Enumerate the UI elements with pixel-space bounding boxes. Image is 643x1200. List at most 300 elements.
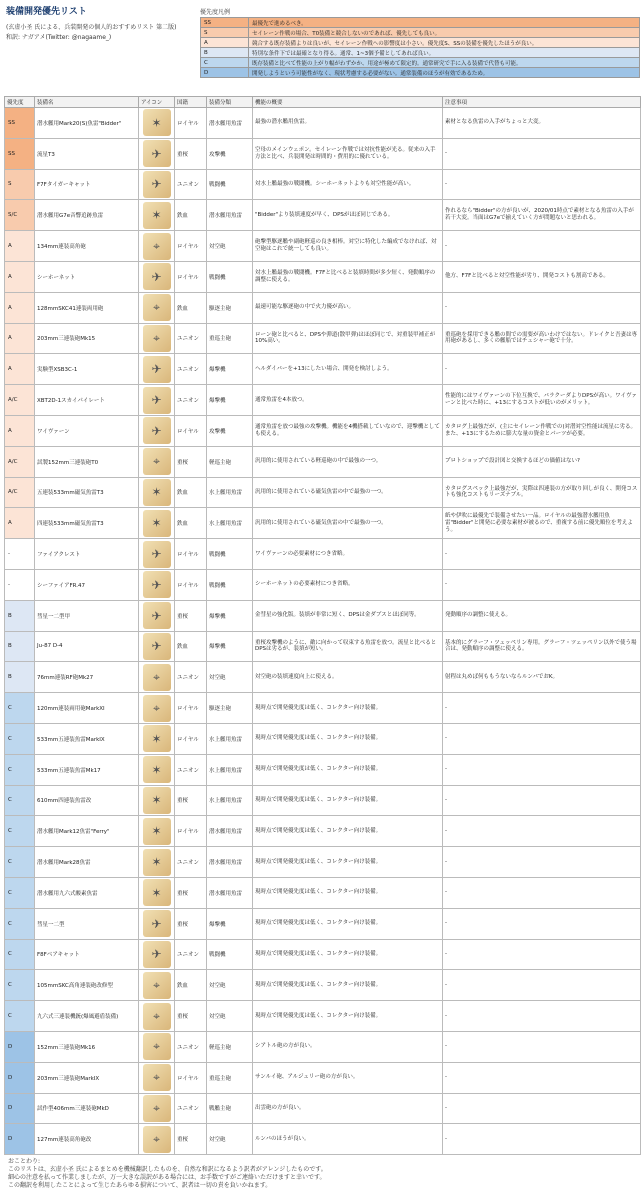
- grade-cell: A: [5, 354, 35, 385]
- caution-cell: プロトショップで設計図と交換するほどの価値はない?: [443, 446, 641, 477]
- grade-cell: D: [5, 1062, 35, 1093]
- caution-cell: -: [443, 231, 641, 262]
- torpedo-icon: ✶: [143, 109, 171, 136]
- name-cell: F7Fタイガーキャット: [35, 169, 139, 200]
- name-cell: 潜水艦用Mark28魚雷: [35, 847, 139, 878]
- type-cell: 戦闘機: [207, 939, 253, 970]
- table-row: [5, 446, 641, 477]
- plane-icon: ✈: [143, 941, 171, 968]
- type-cell: 攻撃機: [207, 138, 253, 169]
- legend-row: [201, 48, 640, 58]
- note-cell: 現時点で開発優先度は低く、コレクター向け装備。: [253, 939, 443, 970]
- plane-icon: ✈: [143, 356, 171, 383]
- note-cell: 対空砲の装填速度向上に使える。: [253, 662, 443, 693]
- name-cell: 九六式三連装機銃(爆風避盾装備): [35, 1001, 139, 1032]
- icon-cell: [139, 908, 175, 939]
- legend-grade: A: [201, 38, 249, 48]
- legend-row: [201, 68, 640, 78]
- header-icon: アイコン: [139, 97, 175, 108]
- gun-icon: ⌖: [143, 1095, 171, 1122]
- grade-cell: D: [5, 1093, 35, 1124]
- plane-icon: ✈: [143, 633, 171, 660]
- table-row: [5, 200, 641, 231]
- icon-cell: [139, 1093, 175, 1124]
- grade-cell: C: [5, 693, 35, 724]
- nation-cell: ロイヤル: [175, 723, 207, 754]
- note-cell: 砲撃型駆逐艦や副砲軽巡の良き相棒。対空に特化した編成でなければ、対空砲はこれで統一しても良い。: [253, 231, 443, 262]
- grade-cell: D: [5, 1031, 35, 1062]
- nation-cell: ロイヤル: [175, 569, 207, 600]
- table-row: [5, 785, 641, 816]
- nation-cell: ユニオン: [175, 323, 207, 354]
- icon-cell: [139, 169, 175, 200]
- translator-credit: 和訳: ナガアメ(Twitter: @nagaame_): [6, 34, 112, 41]
- nation-cell: ユニオン: [175, 385, 207, 416]
- icon-cell: [139, 631, 175, 662]
- name-cell: 533mm五連装魚雷MarkIX: [35, 723, 139, 754]
- legend-title: 優先度凡例: [200, 9, 231, 16]
- gun-icon: ⌖: [143, 294, 171, 321]
- name-cell: ファイアクレスト: [35, 539, 139, 570]
- note-cell: 重桜攻撃機のように、敵に向かって収束する魚雷を放つ。流星と比べるとDPSは劣るが、装填が短い。: [253, 631, 443, 662]
- grade-cell: A: [5, 292, 35, 323]
- caution-cell: -: [443, 569, 641, 600]
- table-row: [5, 1031, 641, 1062]
- header-note: 機能の概要: [253, 97, 443, 108]
- table-row: [5, 939, 641, 970]
- nation-cell: 鉄血: [175, 631, 207, 662]
- nation-cell: ロイヤル: [175, 539, 207, 570]
- header-type: 装備分類: [207, 97, 253, 108]
- legend-text: 最優先で進めるべき。: [249, 18, 640, 28]
- note-cell: 現時点で開発優先度は低く、コレクター向け装備。: [253, 785, 443, 816]
- table-row: [5, 754, 641, 785]
- nation-cell: 重桜: [175, 600, 207, 631]
- table-row: [5, 723, 641, 754]
- grade-cell: C: [5, 877, 35, 908]
- type-cell: 戦闘機: [207, 169, 253, 200]
- caution-cell: 作れるなら"Bidder"の方が良いが、2020/01時点で素材となる魚雷の入手が若干大変。当面はG7eで揃えていく方が問題ないと思われる。: [443, 200, 641, 231]
- caution-cell: -: [443, 292, 641, 323]
- caution-cell: 紙や伊吹に最優先で装備させたい一品。ロイヤルの最強潜水艦用魚雷"Bidder"と開発に必要な素材が被るので、重複する前に優先順位を考えよう。: [443, 508, 641, 539]
- name-cell: 105mmSKC高角連装砲改修型: [35, 970, 139, 1001]
- note-cell: シアトル砲の方が良い。: [253, 1031, 443, 1062]
- caution-cell: -: [443, 1001, 641, 1032]
- disclaimer: [8, 1158, 638, 1190]
- legend-text: 既存装備と比べて性能の上がり幅がわずかか、用途が極めて限定的。通常研究で手に入る装備で代替も可能。: [249, 58, 640, 68]
- nation-cell: ロイヤル: [175, 231, 207, 262]
- note-cell: 現時点で開発優先度は低く、コレクター向け装備。: [253, 754, 443, 785]
- type-cell: 爆撃機: [207, 354, 253, 385]
- nation-cell: 鉄血: [175, 970, 207, 1001]
- note-cell: ヘルダイバーを+13にしたい場合、開発を検討しよう。: [253, 354, 443, 385]
- nation-cell: 鉄血: [175, 477, 207, 508]
- disclaimer-line: おことわり:: [8, 1158, 41, 1165]
- gun-icon: ⌖: [143, 1064, 171, 1091]
- nation-cell: ロイヤル: [175, 415, 207, 446]
- caution-cell: -: [443, 1093, 641, 1124]
- caution-cell: -: [443, 1031, 641, 1062]
- name-cell: 潜水艦用Mark12魚雷"Ferry": [35, 816, 139, 847]
- name-cell: 四連装533mm磁気魚雷T3: [35, 508, 139, 539]
- icon-cell: [139, 662, 175, 693]
- table-row: [5, 631, 641, 662]
- caution-cell: -: [443, 847, 641, 878]
- nation-cell: 重桜: [175, 1124, 207, 1155]
- name-cell: F8Fベアキャット: [35, 939, 139, 970]
- nation-cell: 重桜: [175, 785, 207, 816]
- grade-cell: A: [5, 508, 35, 539]
- table-row: [5, 569, 641, 600]
- gun-icon: ⌖: [143, 695, 171, 722]
- caution-cell: -: [443, 877, 641, 908]
- grade-cell: -: [5, 539, 35, 570]
- icon-cell: [139, 354, 175, 385]
- icon-cell: [139, 323, 175, 354]
- nation-cell: ロイヤル: [175, 108, 207, 139]
- gun-icon: ⌖: [143, 1126, 171, 1153]
- torpedo-icon: ✶: [143, 849, 171, 876]
- legend-text: 開発しようという可能性がなく、現状考慮する必要がない。通常装備のほうが有効であるため。: [249, 68, 640, 78]
- type-cell: 対空砲: [207, 662, 253, 693]
- name-cell: シーホーネット: [35, 261, 139, 292]
- name-cell: 彗星一二型甲: [35, 600, 139, 631]
- nation-cell: 重桜: [175, 877, 207, 908]
- note-cell: 汎用的に使用されている磁気魚雷の中で最強の一つ。: [253, 477, 443, 508]
- legend-row: [201, 18, 640, 28]
- name-cell: 120mm連装両用砲MarkXI: [35, 693, 139, 724]
- name-cell: 533mm五連装魚雷Mk17: [35, 754, 139, 785]
- type-cell: 対空砲: [207, 1124, 253, 1155]
- nation-cell: 鉄血: [175, 292, 207, 323]
- type-cell: 水上艦用魚雷: [207, 785, 253, 816]
- nation-cell: ロイヤル: [175, 693, 207, 724]
- plane-icon: ✈: [143, 387, 171, 414]
- disclaimer-line: このリストは、玄虚小圣 氏によるまとめを機械翻訳したものを、自然な和訳になるよう訳者がアレンジしたものです。: [8, 1166, 327, 1174]
- nation-cell: ユニオン: [175, 754, 207, 785]
- caution-cell: -: [443, 169, 641, 200]
- name-cell: 試作型406mm三連装砲MkD: [35, 1093, 139, 1124]
- nation-cell: ロイヤル: [175, 816, 207, 847]
- nation-cell: ユニオン: [175, 1031, 207, 1062]
- disclaimer-line: 細心の注意を払って作業しましたが、万一大きな誤訳がある場合には、お手数ですがご連絡いただけますと幸いです。: [8, 1174, 326, 1182]
- table-row: [5, 385, 641, 416]
- header-caution: 注意事項: [443, 97, 641, 108]
- caution-cell: -: [443, 754, 641, 785]
- nation-cell: ユニオン: [175, 847, 207, 878]
- nation-cell: 重桜: [175, 1001, 207, 1032]
- note-cell: "Bidder"より装填速度が早く、DPSがほぼ同じである。: [253, 200, 443, 231]
- icon-cell: [139, 785, 175, 816]
- header-nation: 国籍: [175, 97, 207, 108]
- caution-cell: 他方、F7Fと比べると対空性能が劣り、開発コストも割高である。: [443, 261, 641, 292]
- icon-cell: [139, 847, 175, 878]
- plane-icon: ✈: [143, 171, 171, 198]
- type-cell: 戦闘機: [207, 539, 253, 570]
- type-cell: 戦艦主砲: [207, 1093, 253, 1124]
- name-cell: シーファイアFR.47: [35, 569, 139, 600]
- grade-cell: -: [5, 569, 35, 600]
- icon-cell: [139, 1124, 175, 1155]
- header-grade: 優先度: [5, 97, 35, 108]
- type-cell: 戦闘機: [207, 261, 253, 292]
- table-row: [5, 877, 641, 908]
- caution-cell: カタログ上最強だが、(主にセイレーン作戦での)対潜対空性能は流星に劣る。また、+13にするために膨大な量の資金とパーツが必要。: [443, 415, 641, 446]
- type-cell: 対空砲: [207, 970, 253, 1001]
- grade-cell: C: [5, 847, 35, 878]
- caution-cell: -: [443, 908, 641, 939]
- plane-icon: ✈: [143, 140, 171, 167]
- note-cell: 現時点で開発優先度は低く、コレクター向け装備。: [253, 908, 443, 939]
- nation-cell: 鉄血: [175, 200, 207, 231]
- icon-cell: [139, 292, 175, 323]
- note-cell: 現時点で開発優先度は低く、コレクター向け装備。: [253, 877, 443, 908]
- table-row: [5, 261, 641, 292]
- note-cell: 金彗星の強化版。装填が非常に短く、DPSは金ダブスとほぼ同等。: [253, 600, 443, 631]
- page-title: 装備開発優先リスト: [6, 7, 87, 17]
- table-row: [5, 908, 641, 939]
- table-row: [5, 1062, 641, 1093]
- gun-icon: ⌖: [143, 448, 171, 475]
- table-row: [5, 108, 641, 139]
- icon-cell: [139, 508, 175, 539]
- grade-cell: A/C: [5, 385, 35, 416]
- type-cell: 水上艦用魚雷: [207, 508, 253, 539]
- icon-cell: [139, 200, 175, 231]
- gun-icon: ⌖: [143, 1003, 171, 1030]
- name-cell: 134mm連装高角砲: [35, 231, 139, 262]
- nation-cell: ユニオン: [175, 354, 207, 385]
- name-cell: 五連装533mm磁気魚雷T3: [35, 477, 139, 508]
- type-cell: 爆撃機: [207, 385, 253, 416]
- gun-icon: ⌖: [143, 325, 171, 352]
- icon-cell: [139, 569, 175, 600]
- caution-cell: 素材となる魚雷の入手がちょっと大変。: [443, 108, 641, 139]
- grade-cell: A/C: [5, 446, 35, 477]
- table-row: [5, 539, 641, 570]
- plane-icon: ✈: [143, 417, 171, 444]
- grade-cell: C: [5, 1001, 35, 1032]
- caution-cell: 性能的にはワイヴァーンの下位互換で、バラクーダよりDPSが高い。ワイヴァーンと比べた時に、+13にするコストが低いのがメリット。: [443, 385, 641, 416]
- legend-row: [201, 38, 640, 48]
- caution-cell: -: [443, 970, 641, 1001]
- page-header: [0, 0, 643, 92]
- grade-cell: S/C: [5, 200, 35, 231]
- caution-cell: -: [443, 785, 641, 816]
- grade-cell: A: [5, 415, 35, 446]
- legend-row: [201, 58, 640, 68]
- disclaimer-line: この翻訳を利用したことによって生じたあらゆる損害について、訳者は一切の責を負いかねます。: [8, 1182, 272, 1190]
- table-row: [5, 662, 641, 693]
- legend-grade: SS: [201, 18, 249, 28]
- name-cell: 152mm三連装砲Mk16: [35, 1031, 139, 1062]
- caution-cell: -: [443, 723, 641, 754]
- caution-cell: -: [443, 138, 641, 169]
- type-cell: 駆逐主砲: [207, 693, 253, 724]
- name-cell: 76mm連装RF砲Mk27: [35, 662, 139, 693]
- type-cell: 戦闘機: [207, 569, 253, 600]
- torpedo-icon: ✶: [143, 879, 171, 906]
- legend-text: 競合する既存装備よりは良いが、セイレーン作戦への影響度は小さい。優先度S、SSの装備を優先したほうが良い。: [249, 38, 640, 48]
- type-cell: 軽巡主砲: [207, 1031, 253, 1062]
- caution-cell: -: [443, 816, 641, 847]
- icon-cell: [139, 970, 175, 1001]
- header-name: 装備名: [35, 97, 139, 108]
- icon-cell: [139, 1031, 175, 1062]
- table-row: [5, 1001, 641, 1032]
- grade-cell: C: [5, 754, 35, 785]
- type-cell: 潜水艦用魚雷: [207, 877, 253, 908]
- name-cell: 彗星一二型: [35, 908, 139, 939]
- note-cell: 汎用的に使用されている磁気魚雷の中で最強の一つ。: [253, 508, 443, 539]
- nation-cell: ユニオン: [175, 939, 207, 970]
- grade-cell: S: [5, 169, 35, 200]
- nation-cell: ユニオン: [175, 1093, 207, 1124]
- icon-cell: [139, 1001, 175, 1032]
- icon-cell: [139, 231, 175, 262]
- legend-grade: C: [201, 58, 249, 68]
- table-row: [5, 231, 641, 262]
- note-cell: サンルイ砲、アルジェリー砲の方が良い。: [253, 1062, 443, 1093]
- grade-cell: C: [5, 785, 35, 816]
- name-cell: 128mmSKC41連装両用砲: [35, 292, 139, 323]
- nation-cell: ロイヤル: [175, 1062, 207, 1093]
- type-cell: 重巡主砲: [207, 323, 253, 354]
- note-cell: 通常魚雷を4本放つ。: [253, 385, 443, 416]
- plane-icon: ✈: [143, 263, 171, 290]
- note-cell: 現時点で開発優先度は低く、コレクター向け装備。: [253, 723, 443, 754]
- note-cell: 最強の潜水艦用魚雷。: [253, 108, 443, 139]
- note-cell: 空母のメインウェポン。セイレーン作戦では対抗性能が光る。従来の入手方法と比べ、兵装開発は時間的・費用的に優れている。: [253, 138, 443, 169]
- note-cell: シーホーネットの必要素材につき省略。: [253, 569, 443, 600]
- gun-icon: ⌖: [143, 664, 171, 691]
- type-cell: 攻撃機: [207, 415, 253, 446]
- table-header-row: [5, 97, 641, 108]
- type-cell: 爆撃機: [207, 600, 253, 631]
- grade-cell: C: [5, 970, 35, 1001]
- torpedo-icon: ✶: [143, 787, 171, 814]
- table-row: [5, 970, 641, 1001]
- icon-cell: [139, 1062, 175, 1093]
- table-row: [5, 169, 641, 200]
- plane-icon: ✈: [143, 571, 171, 598]
- grade-cell: A: [5, 231, 35, 262]
- table-row: [5, 600, 641, 631]
- table-row: [5, 1124, 641, 1155]
- type-cell: 潜水艦用魚雷: [207, 108, 253, 139]
- caution-cell: -: [443, 354, 641, 385]
- name-cell: Ju-87 D-4: [35, 631, 139, 662]
- note-cell: 対水上艦最強の戦闘機。シーホーネットよりも対空性能が高い。: [253, 169, 443, 200]
- icon-cell: [139, 261, 175, 292]
- type-cell: 重巡主砲: [207, 1062, 253, 1093]
- name-cell: 潜水艦用九六式酸素魚雷: [35, 877, 139, 908]
- legend-table: [200, 17, 640, 78]
- torpedo-icon: ✶: [143, 202, 171, 229]
- icon-cell: [139, 754, 175, 785]
- note-cell: 通常魚雷を放つ最強の攻撃機。機能を4機搭載していなので、迎撃機としても使える。: [253, 415, 443, 446]
- grade-cell: A: [5, 323, 35, 354]
- caution-cell: 発動順序の調整に使える。: [443, 600, 641, 631]
- name-cell: 潜水艦用G7e音響追跡魚雷: [35, 200, 139, 231]
- icon-cell: [139, 477, 175, 508]
- gun-icon: ⌖: [143, 1033, 171, 1060]
- caution-cell: 重巡砲を採用できる艦の間での需要が高いわけではない。ドレイクと吾妻は専用砲があるし、多くの艦船ではチェシャー砲で十分。: [443, 323, 641, 354]
- legend-grade: S: [201, 28, 249, 38]
- caution-cell: カタログスペック上最強だが、実際は四連装の方が取り回しが良く、開発コストも強化コストもリーズナブル。: [443, 477, 641, 508]
- name-cell: XBT2D-1スカイパイレート: [35, 385, 139, 416]
- note-cell: 最速可能な駆逐砲の中で火力優が高い。: [253, 292, 443, 323]
- grade-cell: A: [5, 261, 35, 292]
- type-cell: 水上艦用魚雷: [207, 477, 253, 508]
- type-cell: 潜水艦用魚雷: [207, 200, 253, 231]
- table-row: [5, 415, 641, 446]
- icon-cell: [139, 816, 175, 847]
- caution-cell: -: [443, 693, 641, 724]
- table-row: [5, 292, 641, 323]
- nation-cell: ユニオン: [175, 169, 207, 200]
- page-subtitle: (玄虚小圣 氏による、兵装開発の個人的おすすめリスト 第二版): [6, 24, 177, 31]
- name-cell: 203mm三連装砲MarkIX: [35, 1062, 139, 1093]
- nation-cell: 重桜: [175, 908, 207, 939]
- icon-cell: [139, 539, 175, 570]
- grade-cell: A/C: [5, 477, 35, 508]
- icon-cell: [139, 415, 175, 446]
- icon-cell: [139, 693, 175, 724]
- type-cell: 爆撃機: [207, 631, 253, 662]
- note-cell: 現時点で開発優先度は低く、コレクター向け装備。: [253, 693, 443, 724]
- name-cell: 203mm三連装砲Mk15: [35, 323, 139, 354]
- note-cell: ワイヴァーンの必要素材につき省略。: [253, 539, 443, 570]
- table-row: [5, 477, 641, 508]
- note-cell: 現時点で開発優先度は低く、コレクター向け装備。: [253, 847, 443, 878]
- note-cell: 現時点で開発優先度は低く、コレクター向け装備。: [253, 1001, 443, 1032]
- torpedo-icon: ✶: [143, 756, 171, 783]
- note-cell: ルンバのほうが良い。: [253, 1124, 443, 1155]
- equipment-table: [4, 96, 641, 1155]
- note-cell: 対水上艦最強の戦闘機。F7Fと比べると装填時間が多少短く、発動順序の調整に使える。: [253, 261, 443, 292]
- nation-cell: 鉄血: [175, 508, 207, 539]
- note-cell: 現時点で開発優先度は低く、コレクター向け装備。: [253, 816, 443, 847]
- priority-legend: [200, 8, 640, 78]
- caution-cell: -: [443, 539, 641, 570]
- table-row: [5, 816, 641, 847]
- icon-cell: [139, 385, 175, 416]
- nation-cell: 重桜: [175, 138, 207, 169]
- table-row: [5, 847, 641, 878]
- plane-icon: ✈: [143, 602, 171, 629]
- table-row: [5, 354, 641, 385]
- plane-icon: ✈: [143, 910, 171, 937]
- name-cell: ワイヴァーン: [35, 415, 139, 446]
- icon-cell: [139, 877, 175, 908]
- type-cell: 潜水艦用魚雷: [207, 816, 253, 847]
- grade-cell: SS: [5, 138, 35, 169]
- type-cell: 水上艦用魚雷: [207, 723, 253, 754]
- icon-cell: [139, 600, 175, 631]
- table-row: [5, 138, 641, 169]
- note-cell: 汎用的に使用されている軽巡砲の中で最強の一つ。: [253, 446, 443, 477]
- nation-cell: 重桜: [175, 446, 207, 477]
- grade-cell: C: [5, 908, 35, 939]
- note-cell: ローン砲と比べると、DPSや弾道(散甲弾)はほぼ同じで、対重装甲補正が10%高い。: [253, 323, 443, 354]
- name-cell: 127mm連装高角砲改: [35, 1124, 139, 1155]
- caution-cell: -: [443, 1062, 641, 1093]
- icon-cell: [139, 939, 175, 970]
- type-cell: 対空砲: [207, 1001, 253, 1032]
- nation-cell: ロイヤル: [175, 261, 207, 292]
- grade-cell: B: [5, 631, 35, 662]
